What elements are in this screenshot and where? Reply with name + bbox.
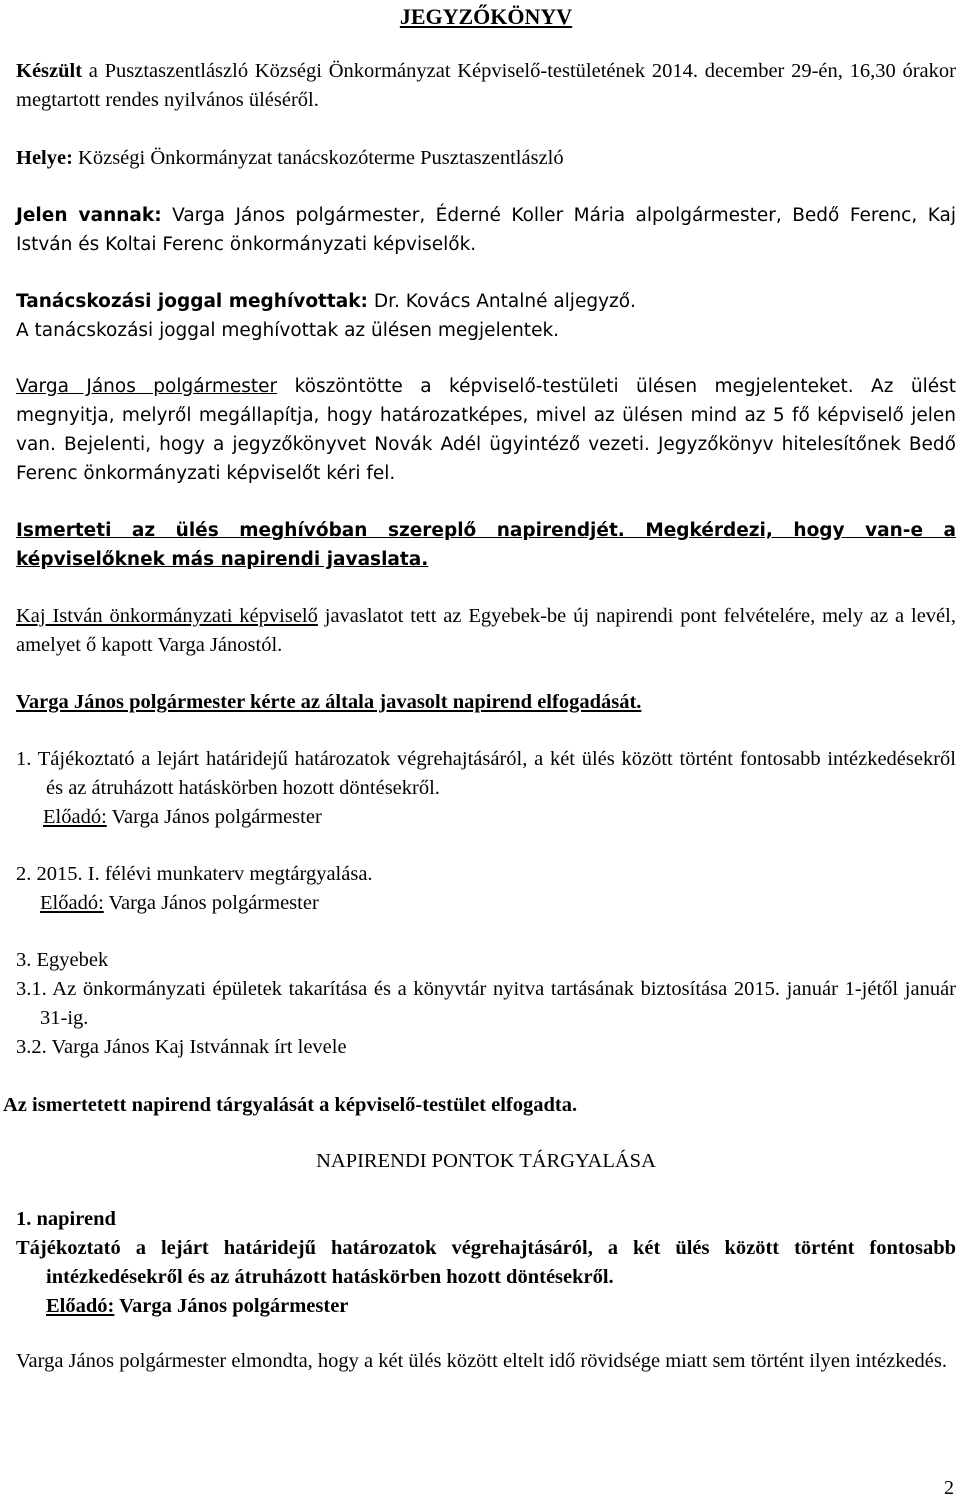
presenter-label: Előadó: — [43, 806, 107, 828]
present-label: Jelen vannak: — [16, 205, 162, 226]
presenter-name: Varga János polgármester — [103, 892, 319, 914]
present-paragraph — [16, 201, 956, 259]
agenda-item-2-presenter — [16, 889, 956, 918]
proposal-paragraph — [16, 602, 956, 660]
agenda-list — [16, 745, 956, 832]
presenter-label: Előadó: — [40, 892, 104, 914]
intro-text: a Pusztaszentlászló Községi Önkormányzat Képviselő-testületének 2014. december 29-én, 16,30 órakor megtartott rendes nyilvános üléséről. — [16, 60, 956, 111]
place-label: Helye: — [16, 147, 73, 169]
agenda-item-1-presenter — [16, 803, 956, 832]
intro-label: Készült — [16, 60, 83, 82]
agenda-item-3-block — [16, 946, 956, 1062]
present-text: Varga János polgármester, Éderné Koller Mária alpolgármester, Bedő Ferenc, Kaj István és Koltai Ferenc önkormányzati képviselők. — [16, 205, 956, 255]
presenter-name: Varga János polgármester — [106, 806, 322, 828]
proposal-name: Kaj István önkormányzati képviselő — [16, 605, 318, 627]
presenter-name: Varga János polgármester — [114, 1295, 349, 1317]
page-number: 2 — [944, 1477, 954, 1499]
agenda-item-3: 3. Egyebek — [16, 949, 109, 971]
proposal-text: javaslatot tett az Egyebek-be új napirendi pont felvételére, mely az a levél, amelyet ő kapott Varga Jánostól. — [16, 605, 956, 656]
agenda-item-2: 2. 2015. I. félévi munkaterv megtárgyalása. — [16, 863, 373, 885]
agenda-item-3-2: 3.2. Varga János Kaj Istvánnak írt levele — [16, 1036, 347, 1058]
mayor-name: Varga János polgármester — [16, 376, 278, 397]
opening-text: köszöntötte a képviselő-testületi ülésen megjelenteket. Az ülést megnyitja, melyről megállapítja, hogy határozatképes, mivel az ülésen mind az 5 fő képviselő jelen van. Bejelenti, hogy a jegyzőkönyvet Novák Adél ügyintéző vezeti. Jegyzőkönyv hitelesítőnek Bedő Ferenc önkormányzati képviselőt kéri fel. — [16, 376, 956, 484]
invited-paragraph — [16, 287, 956, 345]
document-title: JEGYZŐKÖNYV — [399, 4, 573, 29]
accepted-statement: Az ismertetett napirend tárgyalását a képviselő-testület elfogadta. — [3, 1094, 578, 1116]
point-1-block — [16, 1205, 956, 1321]
agenda-item-2-block — [16, 860, 956, 918]
intro-paragraph — [16, 57, 956, 115]
opening-paragraph — [16, 372, 956, 488]
section-heading: NAPIRENDI PONTOK TÁRGYALÁSA — [316, 1150, 656, 1172]
place-paragraph — [16, 144, 956, 173]
point-1-title: Tájékoztató a lejárt határidejű határozatok végrehajtásáról, a két ülés között történt fontosabb intézkedésekről és az átruházott hatáskörben hozott döntésekről. — [16, 1237, 956, 1288]
point-1-label: 1. napirend — [16, 1208, 116, 1230]
point-1-text: Varga János polgármester elmondta, hogy a két ülés között eltelt idő rövidsége miatt sem történt ilyen intézkedés. — [16, 1350, 947, 1372]
invited-text: Dr. Kovács Antalné aljegyző. — [367, 291, 636, 312]
place-text: Községi Önkormányzat tanácskozóterme Pusztaszentlászló — [72, 147, 564, 169]
approval-request: Varga János polgármester kérte az általa javasolt napirend elfogadását. — [16, 691, 642, 713]
invited-label: Tanácskozási joggal meghívottak: — [16, 291, 368, 312]
presenter-label: Előadó: — [46, 1295, 115, 1317]
agenda-item-3-1: 3.1. Az önkormányzati épületek takarítása és a könyvtár nyitva tartásának biztosítása 2015. január 1-jétől január 31-ig. — [16, 978, 956, 1029]
agenda-item-1: 1. Tájékoztató a lejárt határidejű határozatok végrehajtásáról, a két ülés között történt fontosabb intézkedésekről és az átruházott hatáskörben hozott döntésekről. — [16, 748, 956, 799]
point-1-presenter — [16, 1292, 956, 1321]
invited-note: A tanácskozási joggal meghívottak az ülésen megjelentek. — [16, 320, 560, 341]
agenda-intro: Ismerteti az ülés meghívóban szereplő napirendjét. Megkérdezi, hogy van-e a képviselőknek más napirendi javaslata. — [16, 520, 956, 570]
